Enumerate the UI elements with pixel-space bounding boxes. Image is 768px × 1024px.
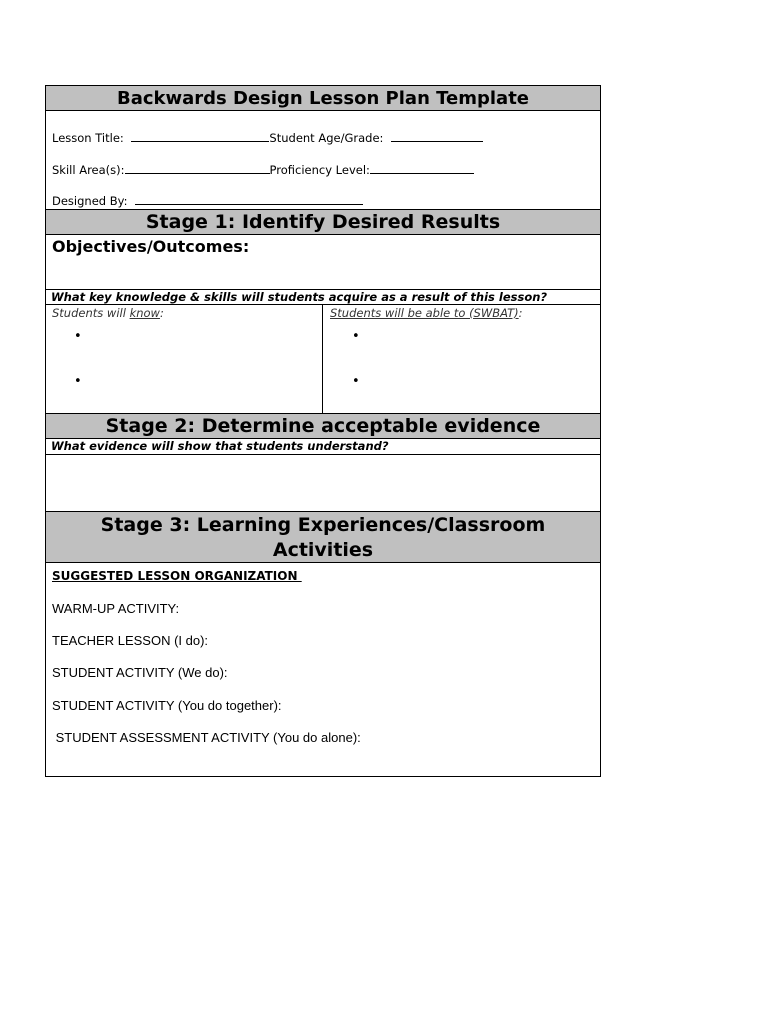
student-assessment-activity: STUDENT ASSESSMENT ACTIVITY (You do alone): xyxy=(52,730,361,745)
form-title: Backwards Design Lesson Plan Template xyxy=(116,88,530,109)
swbat-label xyxy=(330,306,523,320)
stage1-question-row xyxy=(46,289,600,305)
stage1-question: What key knowledge & skills will students acquire as a result of this lesson? xyxy=(51,290,548,304)
teacher-lesson: TEACHER LESSON (I do): xyxy=(52,633,209,648)
organization-label-text: SUGGESTED LESSON ORGANIZATION xyxy=(52,569,298,583)
proficiency-blank[interactable] xyxy=(370,164,474,174)
stage3-content xyxy=(46,563,600,776)
student-activity-together: STUDENT ACTIVITY (You do together): xyxy=(52,698,282,713)
stage2-heading: Stage 2: Determine acceptable evidence xyxy=(105,415,541,437)
stage3-header xyxy=(46,511,600,563)
skill-area-label: Skill Area(s): xyxy=(52,163,125,177)
student-age-label: Student Age/Grade: xyxy=(269,131,384,145)
form-title-bar xyxy=(46,86,600,111)
stage1-heading: Stage 1: Identify Desired Results xyxy=(145,211,501,233)
stage2-question-row xyxy=(46,439,600,455)
stage3-heading-line1: Stage 3: Learning Experiences/Classroom xyxy=(100,514,546,536)
stage2-header xyxy=(46,413,600,439)
lesson-info-section xyxy=(46,111,600,209)
column-divider xyxy=(322,305,323,413)
objectives-label: Objectives/Outcomes: xyxy=(52,237,250,256)
lesson-title-label: Lesson Title: xyxy=(52,131,124,145)
swbat-text: Students will be able to (SWBAT) xyxy=(330,306,519,320)
objectives-section xyxy=(46,235,600,289)
student-activity-we-do: STUDENT ACTIVITY (We do): xyxy=(52,665,228,680)
skill-area-blank[interactable] xyxy=(125,164,270,174)
warm-up-activity: WARM-UP ACTIVITY: xyxy=(52,601,180,616)
know-suffix: : xyxy=(159,306,164,320)
designed-by-label: Designed By: xyxy=(52,194,128,208)
stage3-heading-line2: Activities xyxy=(272,539,374,561)
stage2-answer-area[interactable] xyxy=(46,455,600,511)
designed-by-blank[interactable] xyxy=(135,195,363,205)
know-bullet-1: • xyxy=(74,329,82,344)
know-bullet-2: • xyxy=(74,374,82,389)
know-word: know xyxy=(129,306,160,320)
swbat-bullet-2: • xyxy=(352,374,360,389)
stage2-question: What evidence will show that students understand? xyxy=(51,439,389,453)
know-prefix: Students will xyxy=(52,306,130,320)
proficiency-label: Proficiency Level: xyxy=(269,163,370,177)
organization-label xyxy=(52,569,302,583)
students-will-know-label xyxy=(52,306,164,320)
lesson-plan-form xyxy=(45,85,601,777)
student-age-blank[interactable] xyxy=(391,132,483,142)
stage1-header xyxy=(46,209,600,235)
stage1-columns xyxy=(46,305,600,413)
swbat-bullet-1: • xyxy=(352,329,360,344)
swbat-suffix: : xyxy=(518,306,523,320)
lesson-title-blank[interactable] xyxy=(131,132,269,142)
